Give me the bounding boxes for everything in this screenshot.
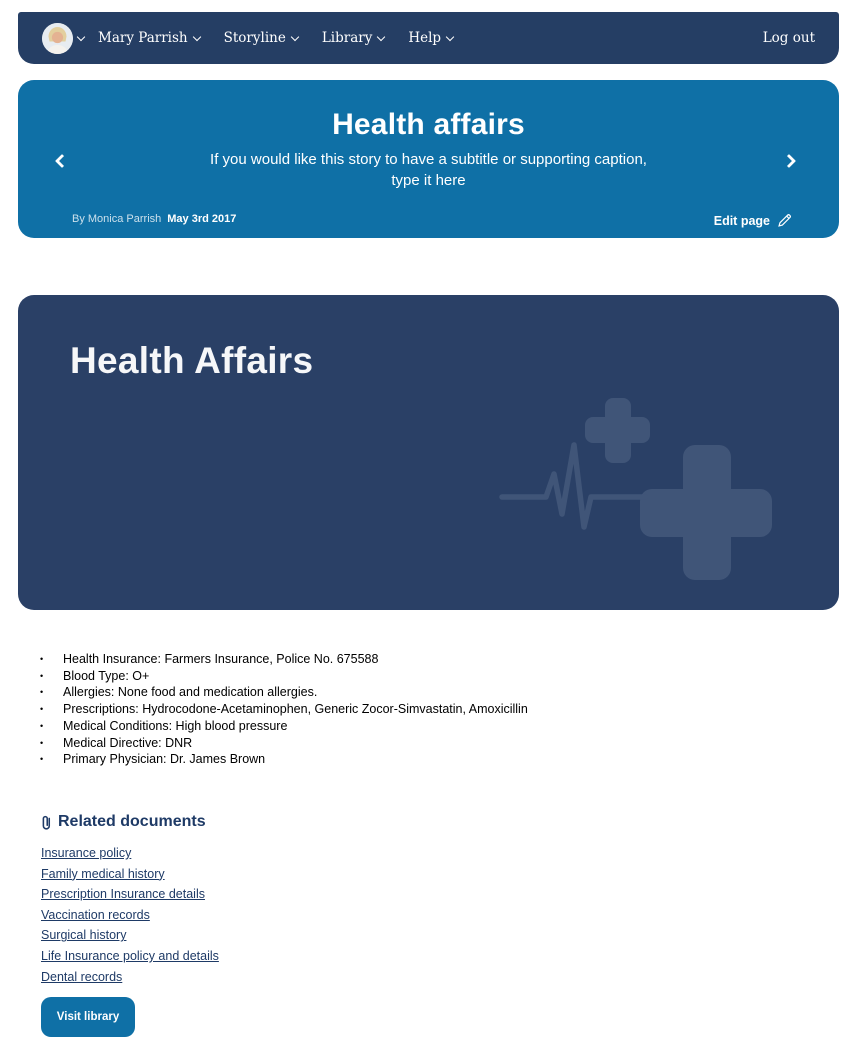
chevron-down-icon <box>377 32 385 40</box>
hero-subtitle <box>189 149 669 191</box>
nav-menu-item-label: Mary Parrish <box>98 30 188 46</box>
health-detail-item <box>40 668 807 685</box>
health-details-list <box>40 651 807 768</box>
top-navigation-bar <box>18 12 839 64</box>
document-link[interactable]: Dental records <box>41 969 123 984</box>
hero-subtitle-line1: If you would like this story to have a subtitle or supporting caption, <box>210 151 647 168</box>
chevron-down-icon <box>291 32 299 40</box>
previous-story-arrow[interactable] <box>51 150 73 172</box>
related-documents-section <box>41 813 219 990</box>
nav-menu-item[interactable] <box>224 30 298 46</box>
bullet-marker: • <box>40 687 44 698</box>
health-detail-item <box>40 684 807 701</box>
health-detail-item <box>40 735 807 752</box>
bullet-marker: • <box>40 704 44 715</box>
health-detail-text: Medical Conditions: High blood pressure <box>63 718 288 733</box>
health-detail-text: Blood Type: O+ <box>63 668 150 683</box>
document-link[interactable]: Prescription Insurance details <box>41 887 205 902</box>
bullet-marker: • <box>40 737 44 748</box>
health-detail-text: Prescriptions: Hydrocodone-Acetaminophen, Generic Zocor-Simvastatin, Amoxicillin <box>63 702 528 717</box>
nav-menu-item[interactable] <box>322 30 385 46</box>
avatar-menu[interactable] <box>42 23 84 54</box>
chevron-right-icon <box>782 154 796 168</box>
paperclip-icon <box>41 814 52 831</box>
chevron-left-icon <box>55 154 69 168</box>
nav-menu-item[interactable] <box>98 30 200 46</box>
hero-subtitle-line2: type it here <box>391 172 466 189</box>
pencil-icon <box>777 213 792 228</box>
document-link[interactable]: Surgical history <box>41 928 127 943</box>
chevron-down-icon <box>77 32 85 40</box>
story-card-title: Health Affairs <box>70 340 314 381</box>
byline-author: By Monica Parrish <box>72 213 162 225</box>
bullet-marker: • <box>40 654 44 664</box>
related-documents-title: Related documents <box>58 813 206 830</box>
bullet-marker: • <box>40 754 44 765</box>
logout-button[interactable]: Log out <box>762 30 815 46</box>
document-link[interactable]: Vaccination records <box>41 907 150 922</box>
health-detail-text: Health Insurance: Farmers Insurance, Police No. 675588 <box>63 652 379 666</box>
next-story-arrow[interactable] <box>784 150 806 172</box>
health-detail-text: Allergies: None food and medication allergies. <box>63 685 318 700</box>
edit-page-label: Edit page <box>713 213 770 228</box>
nav-menu <box>98 30 453 46</box>
nav-menu-item-label: Help <box>408 30 442 46</box>
bullet-marker: • <box>40 720 44 731</box>
nav-menu-item-label: Storyline <box>223 30 286 46</box>
visit-library-button[interactable]: Visit library <box>41 997 135 1037</box>
health-detail-item <box>40 751 807 768</box>
document-link[interactable]: Family medical history <box>41 866 165 881</box>
hero-banner <box>18 80 839 238</box>
document-links <box>41 846 219 984</box>
heartbeat-medical-cross-graphic <box>498 390 793 585</box>
chevron-down-icon <box>446 32 454 40</box>
avatar-image <box>42 23 73 54</box>
byline-date: May 3rd 2017 <box>167 213 237 225</box>
user-avatar[interactable] <box>42 23 73 54</box>
bullet-marker: • <box>40 670 44 681</box>
health-detail-text: Medical Directive: DNR <box>63 735 193 750</box>
health-detail-item <box>40 701 807 718</box>
hero-title: Health affairs <box>332 108 525 141</box>
nav-menu-item-label: Library <box>321 30 373 46</box>
health-detail-text: Primary Physician: Dr. James Brown <box>63 752 266 767</box>
story-card <box>18 295 839 610</box>
edit-page-button[interactable] <box>714 213 792 228</box>
health-detail-item <box>40 651 807 668</box>
nav-menu-item[interactable] <box>408 30 453 46</box>
document-link[interactable]: Life Insurance policy and details <box>41 948 219 963</box>
related-documents-heading <box>41 813 219 831</box>
byline <box>72 213 236 225</box>
health-detail-item <box>40 718 807 735</box>
chevron-down-icon <box>192 32 200 40</box>
document-link[interactable]: Insurance policy <box>41 846 132 860</box>
